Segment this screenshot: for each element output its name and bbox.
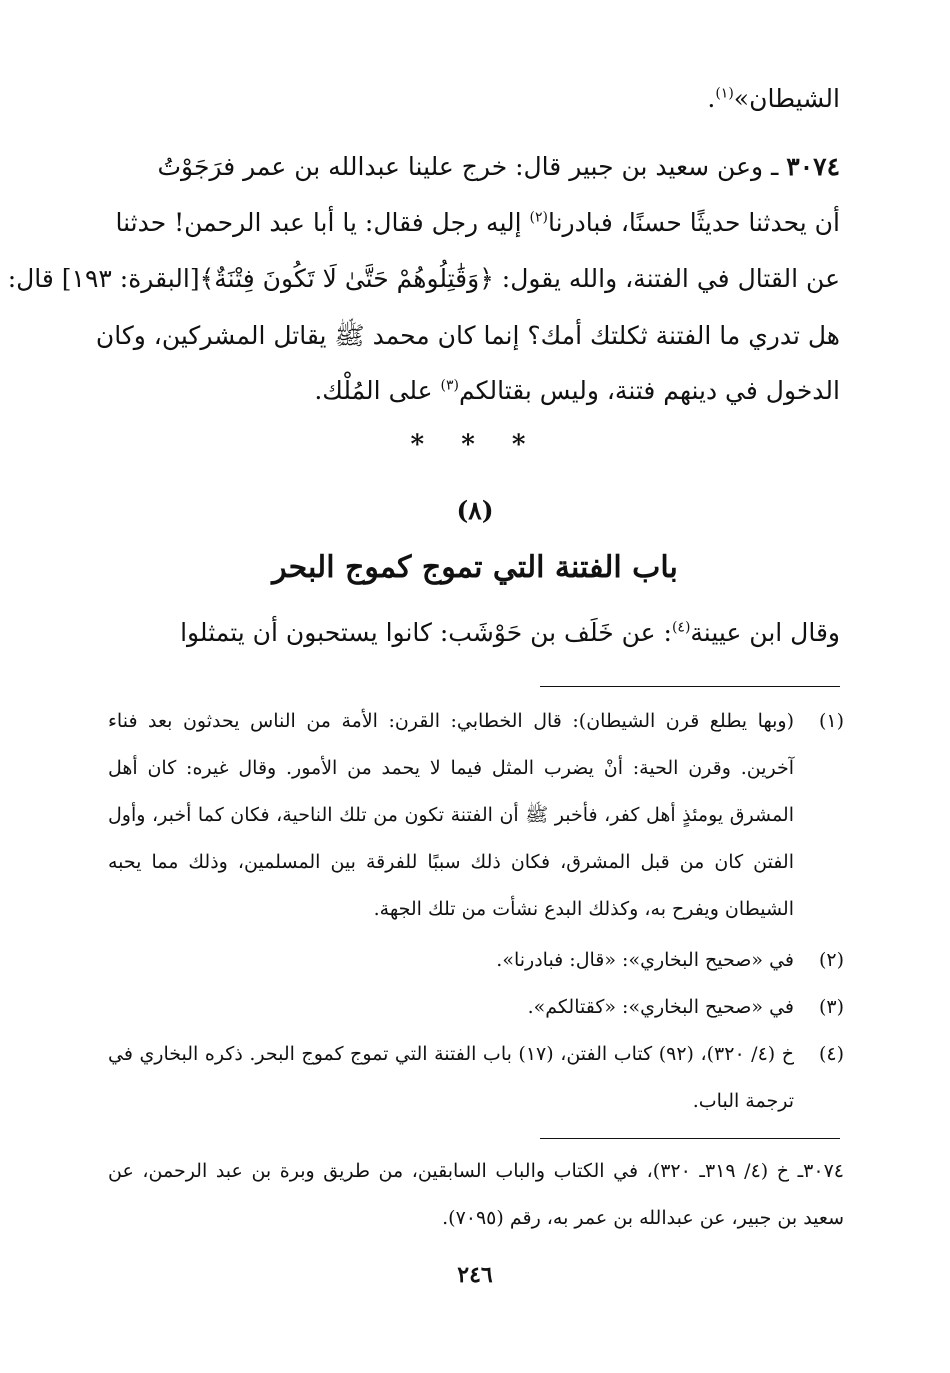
chapter-title: باب الفتنة التي تموج كموج البحر [272,550,678,585]
footnote-ref-2: (٢) [529,209,548,226]
hadith-line-3 [7,264,840,293]
section-separator: * * * [410,430,540,460]
hadith-line-2 [112,208,840,237]
continuation-text: الشيطان» [733,84,840,113]
chapter-intro-line [112,618,840,647]
hadith-text-4: هل تدري ما الفتنة ثكلتك أمك؟ إنما كان محمد ﷺ يقاتل المشركين، وكان [95,321,840,350]
footnote-1-text: (وبها يطلع قرن الشيطان): قال الخطابي: القرن: الأمة من الناس يحدثون بعد فناء آخرين. وقرن الحية: أنْ يضرب المثل فيما لا يحمد من الأمور. وقال غيره: كان أهل المشرق يومئذٍ أهل كفر، فأخبر ﷺ أن الفتنة تكون من تلك الناحية، فكان كما أخبر، وأول الفتن كان من قبل المشرق، فكان ذلك سببًا للفرقة بين المسلمين، وذلك مما يحبه الشيطان ويفرح به، وكذلك البدع نشأت من تلك الجهة. [108,710,794,920]
hadith-number: ٣٠٧٤ [786,152,840,181]
hadith-text-5b: على المُلْك. [314,376,441,405]
chapter-number: (٨) [456,496,494,525]
hadith-line-4 [95,320,840,357]
footnote-4-number: (٤) [818,1043,844,1065]
footnote-4 [108,1031,844,1125]
hadith-text-3: عن القتال في الفتنة، والله يقول: ﴿وَقَٰتِلُوهُمْ حَتَّىٰ لَا تَكُونَ فِتْنَةٌ﴾[البقرة: ١٩٣] قال: [7,264,840,293]
takhrij-text: ٣٠٧٤ـ خ (٤/ ٣١٩ـ ٣٢٠)، في الكتاب والباب السابقين، من طريق وبرة بن عبد الرحمن، عن سعيد بن جبير، عن عبدالله بن عمر به، رقم (٧٠٩٥). [108,1160,844,1229]
hadith-text-5a: الدخول في دينهم فتنة، وليس بقتالكم [459,376,840,405]
footnote-ref-3: (٣) [440,377,460,394]
footnote-2-text: في «صحيح البخاري»: «قال: فبادرنا». [496,949,794,971]
footnote-2 [108,937,844,984]
footnote-1-number: (١) [818,710,844,732]
footnote-3 [108,984,844,1031]
footnote-1 [108,698,844,933]
footnote-3-number: (٣) [818,996,844,1018]
footnote-ref-1: (١) [715,85,734,102]
footnote-divider [540,686,840,687]
footnote-3-text: في «صحيح البخاري»: «كقتالكم». [527,996,794,1018]
hadith-line-5 [112,376,840,405]
footnote-2-number: (٢) [818,949,844,971]
hadith-line-1 [112,152,840,181]
footnote-4-text: خ (٤/ ٣٢٠)، (٩٢) كتاب الفتن، (١٧) باب الفتنة التي تموج كموج البحر. ذكره البخاري في ترجمة الباب. [108,1043,794,1112]
chapter-intro-b: : عن خَلَف بن حَوْشَب: كانوا يستحبون أن يتمثلوا [180,618,672,647]
page-number: ٢٤٦ [457,1262,493,1288]
continuation-line [112,84,840,113]
takhrij-divider [540,1138,840,1139]
hadith-text-2b: إليه رجل فقال: يا أبا عبد الرحمن! حدثنا [115,208,530,237]
takhrij-note [108,1148,844,1242]
hadith-text-2a: أن يحدثنا حديثًا حسنًا، فبادرنا [547,208,840,237]
footnote-ref-4: (٤) [671,619,691,636]
chapter-intro-a: وقال ابن عيينة [690,618,840,647]
continuation-end: . [707,84,716,113]
hadith-text-1: ـ وعن سعيد بن جبير قال: خرج علينا عبدالله بن عمر فرَجَوْتُ [157,152,779,181]
